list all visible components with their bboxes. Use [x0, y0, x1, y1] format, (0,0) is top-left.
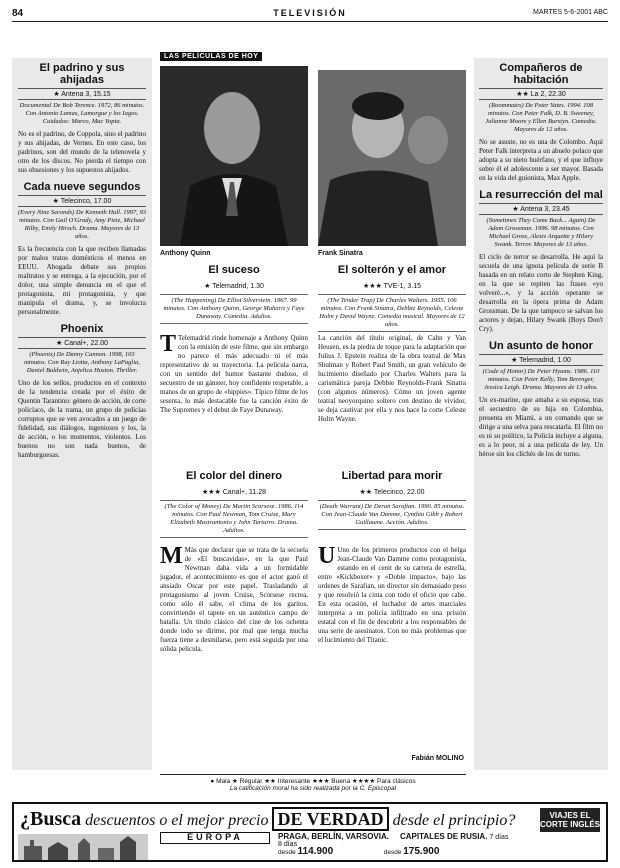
review-credits: (Phoenix) De Danny Cannon. 1998, 103 minutos. Con Ray Liotta, Anthony LaPaglia, Daniel Baldwin, Anjelica Huston. Thriller.: [24, 351, 140, 374]
review-credits: (Sometimes They Come Back... Again) De Adam Grossman. 1996. 98 minutos. Con Michael Gross, Alexis Arquette y Hilary Swank. Terror. Mayores de 13 años.: [486, 217, 596, 248]
portrait-image: [160, 66, 308, 246]
review-credits: (Every Nine Seconds) De Kenneth Hall. 1997, 93 minutos. Con Gail O'Grady, Amy Pietz, Michael Rilby, Emily Hirsch. Drama. Mayores de 13 años.: [18, 209, 146, 240]
review-credits: (The Color of Money) De Martin Scorsese. 1986. 114 minutos. Con Paul Newman, Tom Cruise, Mary Elizabeth Mastrantonio y John Turturro. Drama. Adultos.: [160, 500, 308, 538]
review-title: Compañeros de habitación: [499, 62, 583, 86]
review-channel: ★★★ Canal+, 11.28: [201, 489, 267, 496]
review-channel: ★ Antena 3, 23.45: [479, 203, 603, 215]
review-title-el-color: El color del dinero: [186, 470, 282, 482]
review-title: El padrino y sus ahijadas: [39, 62, 125, 86]
page-header: [12, 8, 608, 22]
review-text: No es el padrino, de Coppola, sino el padrino y sus ahijadas, de Vernes. En este caso, los padrinos, son del mundo de la telenovela y otro de los discos. No pierda el tiempo con sus obsesiones y los supuestos ahijados.: [18, 130, 146, 174]
review-credits: (Code of Honor) De Peter Hyams. 1986. 110 minutos. Con Peter Kelly, Tom Berenger, Jessica Leigh. Drama. Mayores de 13 años.: [482, 368, 600, 391]
review-credits: Documental De Bob Terence. 1972, 86 minutos. Con Antonio Lamas, Lamorgue y los Iagos. Cuidados: Marco, Mac Yopta.: [19, 102, 145, 125]
review-title: La resurrección del mal: [479, 189, 603, 201]
author-signature: Fabián MOLINO: [411, 755, 464, 762]
right-column: [474, 58, 608, 770]
photo-caption-right: Frank Sinatra: [318, 250, 363, 257]
review-text-el-suceso: [160, 334, 308, 464]
ad-brand-europa: EUROPA: [160, 832, 270, 844]
review-body: La canción del título original, de Cahn y Van Heusen, es la piedra de toque para la adaptación que Julius J. Epstein realiza de la obra teatral de Max Shulman y Robert Paul Smith, un gran vehículo de lucimiento diseñado por Charles Walters para la carismática pareja Debbie Reynolds-Frank Sinatra (con algunos números). Cómo un joven agente teatral neoyorquino soltero con destino de vividor, se deja cautivar por ella y nos hace la corte Celeste Holm Wayne.: [318, 334, 466, 423]
travel-agency-logo: VIAJES EL CORTE INGLÉS: [540, 808, 600, 832]
deal-days: 8 días: [278, 841, 298, 848]
review-title-libertad: Libertad para morir: [341, 470, 443, 482]
deal-title: PRAGA, BERLÍN, VARSOVIA.: [278, 832, 389, 841]
review-companeros: [479, 62, 603, 183]
review-body: Uno de los primeros productos con el belga Jean-Claude Van Damme como protagonista, estando en el cenit de su carrera de estrella, entre «Kickboxer» y «Doble impacto», bajo las ordenes de Sarafian, un director sin demasiado peso y que resolvió la cinta con todo el oficio que cabe. En esta ocasión, el luchador de artes marciales interpreta a un policía infiltrado en una prisión estatal con el fin de descubrir a los responsables de una serie de asesinatos. Con no más problemas que el lucimiento del Titanic.: [318, 546, 466, 644]
left-column: [12, 58, 152, 770]
photo-caption-left: Anthony Quinn: [160, 250, 211, 257]
deal-price-label: desde 114.900: [278, 846, 334, 857]
review-channel: ★ Telemadrid, 1.00: [479, 354, 603, 366]
deal-price-label: desde 175.900: [383, 846, 440, 857]
ad-headline: [20, 808, 515, 831]
review-title-el-solteron: El solterón y el amor: [337, 264, 447, 276]
review-resurreccion: [479, 189, 603, 334]
review-body: Telemadrid rinde homenaje a Anthony Quinn con la emisión de este filme, que sin embargo no parece el más adecuado ni el más representativo de su trayectoria. La película narra, con un sentido del humor bastante dudoso, el secuestro de un gánster, hoy confidente respetable, a manos de un grupo de «hippies». Típico filme de los sesenta, lo más destacable fue la canción éxito de The Supremes y el debut de Faye Dunaway.: [160, 334, 308, 414]
portrait-image: [318, 70, 466, 246]
rating-key: ● Mala ★ Regular ★★ Interesante ★★★ Buena ★★★★ Para clásicos: [210, 778, 416, 785]
review-text-el-solteron: [318, 334, 466, 464]
review-phoenix: [18, 323, 146, 460]
page-number: 84: [12, 8, 24, 19]
review-title-el-suceso: El suceso: [208, 264, 260, 276]
review-channel: ★ Telemadrid, 1.30: [204, 283, 264, 290]
drop-cap: M: [160, 546, 183, 569]
rating-note: La calificación moral ha sido realizada por la C. Episcopal: [229, 785, 397, 792]
review-title: Cada nueve segundos: [23, 181, 141, 193]
review-channel: ★★★ TVE-1, 3.15: [363, 283, 421, 290]
deal-rusia: [400, 832, 540, 841]
ad-headline-mid: descuentos o el mejor precio: [85, 812, 269, 829]
deal-title: CAPITALES DE RUSIA.: [400, 832, 488, 841]
review-text: Un ex-marine, que amaba a su esposa, tras el secuestro de su hija en Colombia, presenta en Miami, a un comando que se dirige a una selva para rescatarla. El film no es ni su político, la Policía incluye a alguna, es a lo peor, ni a una película de ley. Un héroe sin los clichés de los de turno.: [479, 396, 603, 458]
issue-date: MARTES 5-6-2001 ABC: [533, 9, 608, 16]
section-title: TELEVISIÓN: [273, 8, 347, 18]
deal-prices: [278, 846, 608, 857]
review-credits: (The Happening) De Elliot Silverstein. 1967. 99 minutos. Con Anthony Quinn, George Maharis y Faye Dunaway. Comedia. Adultos.: [160, 294, 308, 324]
review-channel: ★ Antena 3, 15.15: [18, 88, 146, 100]
review-channel: ★ Telecinco, 17.00: [18, 195, 146, 207]
castle-illustration-icon: [18, 834, 148, 860]
review-text: No se asuste, no es una de Colombo. Aquí Peter Falk interpreta a un abuelo polaco que adopta a su nieto huérfano, y el que influye sobre él el adolescente a ser mayor. Basada en la vida del guionista, Max Apple.: [479, 138, 603, 182]
review-channel: ★ Canal+, 22.00: [18, 337, 146, 349]
review-text: El ciclo de terror se desarrolla. He aquí la secuela de una ignota película de serie B basada en un relato corto de Stephen King, en la que se repiten las frases «yo volveré...», y la acción operante se desarrolla en la ópera prima de Adam Grossman. De la que tampoco se salvan los actores y dejan, Hilary Swank (Boys Don't Cry).: [479, 253, 603, 333]
photo-frank-sinatra: [318, 70, 466, 246]
review-title: Phoenix: [60, 323, 104, 335]
review-title: Un asunto de honor: [489, 340, 593, 352]
rating-legend: [160, 774, 466, 792]
review-cada-nueve: [18, 181, 146, 317]
review-credits: (The Tender Trap) De Charles Walters. 1955. 106 minutos. Con Frank Sinatra, Debbie Reynolds, Celeste Holm y David Wayne. Comedia musical. Mayores de 12 años.: [318, 294, 466, 332]
section-tag: LAS PELÍCULAS DE HOY: [160, 52, 262, 61]
review-text: Es la frecuencia con la que reciben llamadas por malos tratos domésticos el menos en EEUU. Abogada debate sus propios maltratos y se entrega, a la ejecución, por el dolor, una simple denuncia en el que el protagonista, mi protagonista, y que manipula el drama, y, se involucra personalmente.: [18, 245, 146, 316]
review-text-libertad: [318, 546, 466, 746]
drop-cap: U: [318, 546, 336, 569]
review-body: Más que declarar que se trata de la secuela de «El buscavidas», en la que Paul Newman daba vida a un formidable jugador, el acontecimiento es que el actor ganó el ansiado Oscar por este papel. Trasladando al protagonismo al joven Cruise, Scorsese recrea, como sólo él sabe, el clima de los garitos, convirtiendo el tapete en un auténtico campo de batalla. Un título clásico del cine de los ochenta donde todo se dirime, por mal que tenga mucha fuerza tiene a desmilarse, pero está seguida por una sólida película.: [160, 546, 308, 653]
review-padrino: [18, 62, 146, 175]
ad-headline-busca: ¿Busca: [20, 808, 82, 830]
review-text: Uno de los sellos, productos en el contexto de la tendencia creada por el éxito de Quentin Tarantino: género de acción, de corte policíaco, de la trama, un grupo de policías corruptos que se ven avocados a un juego de fidelidad, sus diálogos, ingeniosos y los, la de acción, o los momentos, violentos. Los buenos no son nada buenos, de hamburguesas.: [18, 379, 146, 459]
ad-headline-box: DE VERDAD: [272, 807, 388, 831]
review-channel: ★★ La 2, 22.30: [479, 88, 603, 100]
review-credits: (Roommates) De Peter Yates. 1994. 108 minutos. Con Peter Falk, D. B. Sweeney, Julianne Moore y Ellen Burstyn. Comedia. Mayores de 12 años.: [485, 102, 597, 133]
ad-headline-post: desde el principio?: [392, 812, 516, 829]
drop-cap: T: [160, 334, 177, 357]
review-asunto-honor: [479, 340, 603, 459]
review-credits: (Death Warrant) De Deran Sarafian. 1990. 85 minutos. Con Jean-Claude Van Damme, Cynthia Gibb y Robert Guillaume. Acción. Adultos.: [318, 500, 466, 530]
review-text-el-color: [160, 546, 308, 761]
photo-anthony-quinn: [160, 66, 308, 246]
deal-days: 7 días: [489, 834, 509, 841]
review-channel: ★★ Telecinco, 22.00: [359, 489, 425, 496]
